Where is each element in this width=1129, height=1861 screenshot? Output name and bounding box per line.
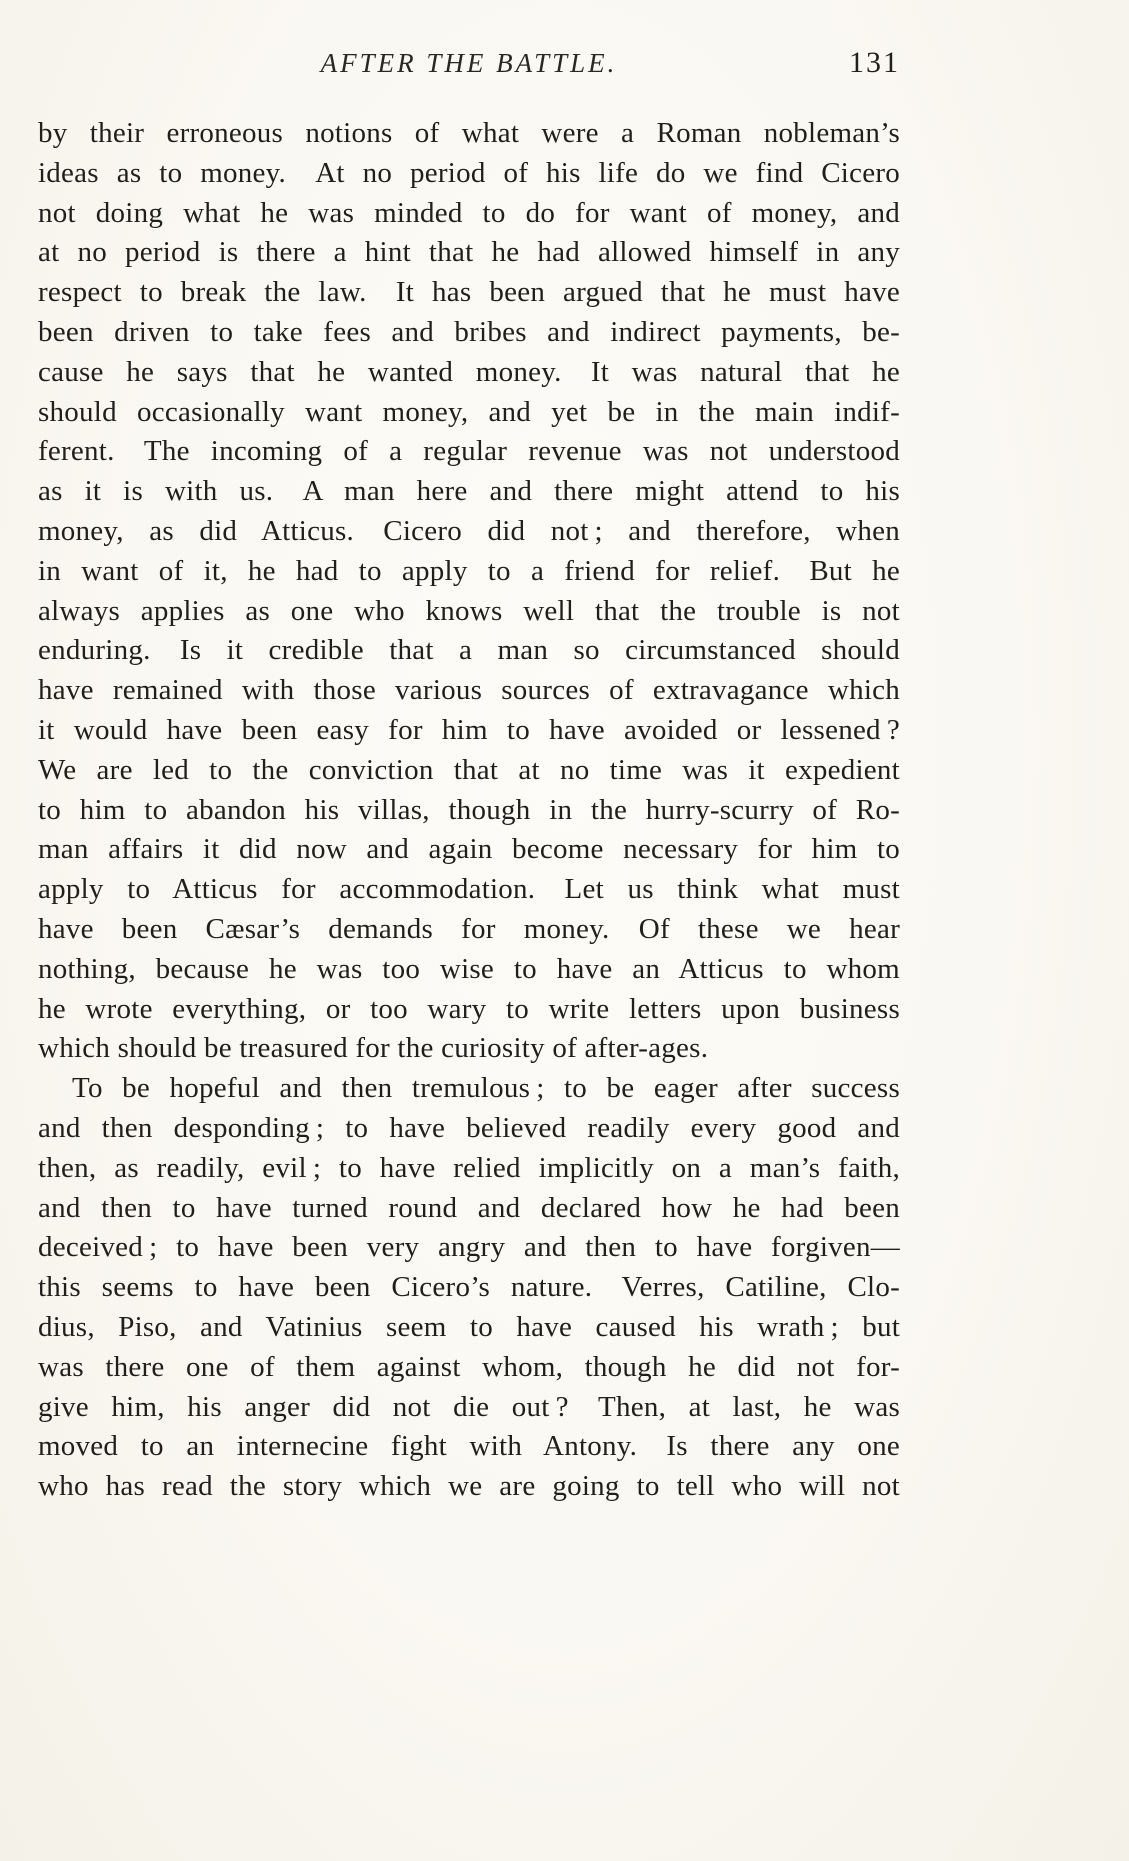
text-line: dius, Piso, and Vatinius seem to have caused his wrath ; but [38,1310,900,1343]
text-line: have remained with those various sources of extravagance which [38,674,900,707]
text-line: was there one of them against whom, though he did not for- [38,1350,900,1383]
running-title: AFTER THE BATTLE. [320,48,618,78]
page-body [38,114,900,1507]
text-line: deceived ; to have been very angry and then to have forgiven— [38,1231,900,1264]
text-line: ideas as to money. At no period of his life do we find Cicero [38,156,900,189]
text-line: cause he says that he wanted money. It was natural that he [38,355,900,388]
text-line: money, as did Atticus. Cicero did not ; and therefore, when [38,514,900,547]
text-line: should occasionally want money, and yet be in the main indif- [38,395,900,428]
paragraph [38,114,900,1069]
text-line: it would have been easy for him to have avoided or lessened ? [38,713,900,746]
text-line: man affairs it did now and again become necessary for him to [38,833,900,866]
text-line: who has read the story which we are going to tell who will not [38,1470,900,1503]
text-line: which should be treasured for the curiosity of after-ages. [38,1032,709,1065]
page-number: 131 [849,46,900,79]
text-line: nothing, because he was too wise to have an Atticus to whom [38,952,900,985]
text-line: this seems to have been Cicero’s nature. Verres, Catiline, Clo- [38,1271,900,1304]
text-line: been driven to take fees and bribes and indirect payments, be- [38,315,900,348]
page-header [38,46,900,86]
text-line: have been Cæsar’s demands for money. Of these we hear [38,912,900,945]
text-line: at no period is there a hint that he had allowed himself in any [38,236,900,269]
text-line: always applies as one who knows well that the trouble is not [38,594,900,627]
text-line: respect to break the law. It has been argued that he must have [38,276,900,309]
text-line: not doing what he was minded to do for want of money, and [38,196,900,229]
text-line: apply to Atticus for accommodation. Let us think what must [38,873,900,906]
text-line: and then desponding ; to have believed readily every good and [38,1111,900,1144]
text-line: in want of it, he had to apply to a friend for relief. But he [38,554,900,587]
text-line: ferent. The incoming of a regular revenue was not understood [38,435,900,468]
text-line: then, as readily, evil ; to have relied implicitly on a man’s faith, [38,1151,900,1184]
text-line: he wrote everything, or too wary to write letters upon business [38,992,900,1025]
text-line: To be hopeful and then tremulous ; to be eager after success [72,1072,900,1105]
text-block [38,46,900,1507]
text-line: give him, his anger did not die out ? Then, at last, he was [38,1390,900,1423]
text-line: to him to abandon his villas, though in the hurry-scurry of Ro- [38,793,900,826]
text-line: enduring. Is it credible that a man so circumstanced should [38,634,900,667]
text-line: as it is with us. A man here and there might attend to his [38,475,900,508]
text-line: moved to an internecine fight with Antony. Is there any one [38,1430,900,1463]
paragraph [38,1069,900,1507]
text-line: We are led to the conviction that at no time was it expedient [38,753,900,786]
text-line: and then to have turned round and declared how he had been [38,1191,900,1224]
text-line: by their erroneous notions of what were a Roman nobleman’s [38,117,900,149]
